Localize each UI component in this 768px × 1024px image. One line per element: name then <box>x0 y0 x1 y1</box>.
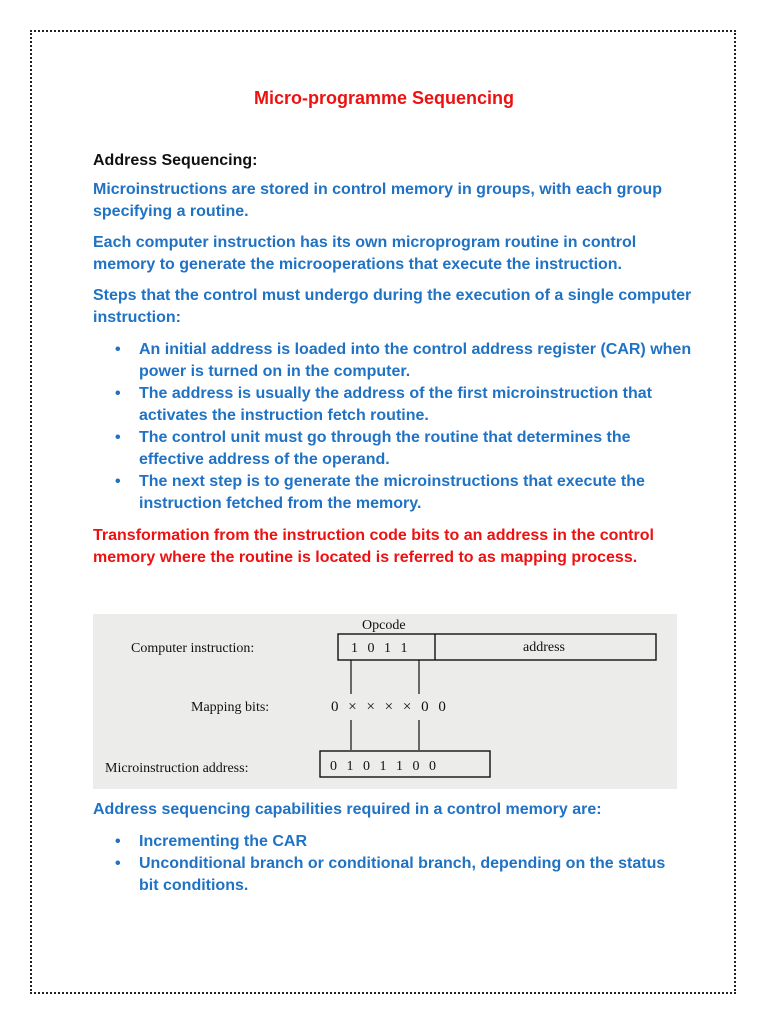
list-item: • Unconditional branch or conditional branch, depending on the status bit conditions. <box>139 853 669 897</box>
mapping-figure <box>93 614 677 789</box>
page-title: Micro-programme Sequencing <box>253 88 515 108</box>
paragraph-1: Microinstructions are stored in control memory in groups, with each group specifying a routine. <box>93 181 662 220</box>
microinstruction-address-bits: 0 1 0 1 1 0 0 <box>330 759 439 774</box>
mapping-note: Transformation from the instruction code bits to an address in the control memory where the routine is located is referred to as mapping process. <box>93 527 654 566</box>
capabilities-section <box>93 799 693 897</box>
capabilities-intro: Address sequencing capabilities required in a control memory are: <box>93 801 602 818</box>
mapping-bits-label: Mapping bits: <box>191 700 270 715</box>
address-label: address <box>523 640 565 655</box>
paragraph-3: Steps that the control must undergo during the execution of a single computer instruction: <box>93 287 692 326</box>
list-item: • Incrementing the CAR <box>139 831 669 853</box>
opcode-label: Opcode <box>362 618 406 633</box>
list-item: • The control unit must go through the routine that determines the effective address of the operand. <box>139 427 699 471</box>
paragraph-2: Each computer instruction has its own microprogram routine in control memory to generate the microoperations that execute the instruction. <box>93 234 637 273</box>
mapping-diagram <box>93 614 677 789</box>
mapping-bits: 0 × × × × 0 0 <box>331 699 449 715</box>
list-item: • The address is usually the address of the first microinstruction that activates the instruction fetch routine. <box>139 383 699 427</box>
section-heading: Address Sequencing: <box>93 152 258 169</box>
microinstruction-address-label: Microinstruction address: <box>105 761 249 776</box>
list-item: • The next step is to generate the microinstructions that execute the instruction fetched from the memory. <box>139 471 699 515</box>
opcode-bits: 1 0 1 1 <box>351 641 411 656</box>
list-item: • An initial address is loaded into the control address register (CAR) when power is turned on in the computer. <box>139 339 699 383</box>
document-body <box>93 150 693 569</box>
computer-instruction-label: Computer instruction: <box>131 641 255 656</box>
steps-list <box>93 339 699 515</box>
capabilities-list <box>93 831 669 897</box>
